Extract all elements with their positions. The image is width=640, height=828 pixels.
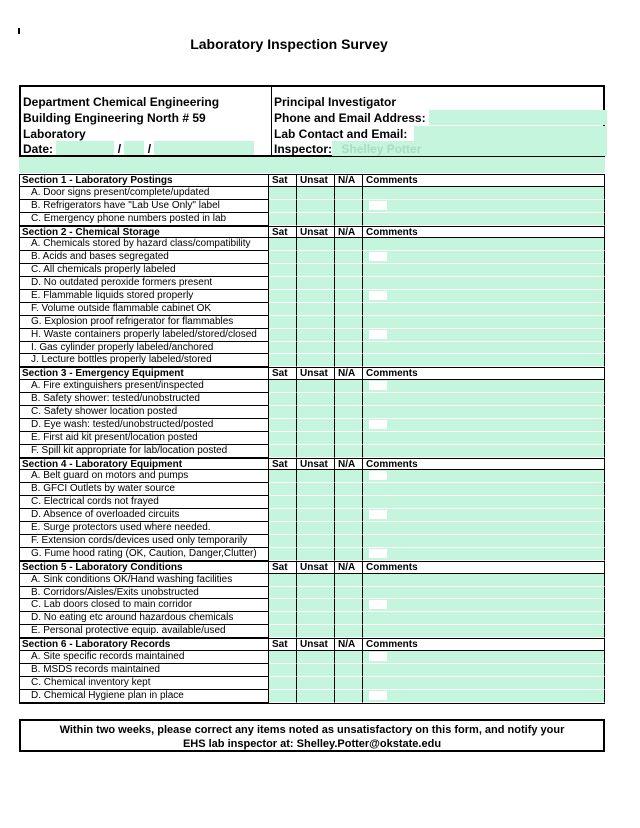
na-cell[interactable] xyxy=(335,393,363,406)
na-cell[interactable] xyxy=(335,445,363,458)
column-sat-header: Sat xyxy=(269,458,297,471)
phone-email-row xyxy=(274,110,603,126)
corner-mark xyxy=(18,28,20,34)
checklist-item xyxy=(19,200,605,213)
item-label: C. Electrical cords not frayed xyxy=(19,496,269,509)
na-cell[interactable] xyxy=(335,290,363,303)
item-label: F. Spill kit appropriate for lab/location posted xyxy=(19,445,269,458)
item-label: A. Belt guard on motors and pumps xyxy=(19,470,269,483)
checklist-item xyxy=(19,612,605,625)
section-header xyxy=(19,367,605,380)
unsat-cell[interactable] xyxy=(297,316,335,329)
unsat-cell[interactable] xyxy=(297,445,335,458)
sat-cell[interactable] xyxy=(269,380,297,393)
na-cell[interactable] xyxy=(335,354,363,367)
na-cell[interactable] xyxy=(335,200,363,213)
checklist-item xyxy=(19,238,605,251)
sat-cell[interactable] xyxy=(269,612,297,625)
comment-gap xyxy=(369,330,387,339)
column-comments-header: Comments xyxy=(363,226,605,239)
checklist-item xyxy=(19,470,605,483)
comment-gap xyxy=(369,510,387,519)
laboratory-label: Laboratory xyxy=(23,127,86,141)
checklist-item xyxy=(19,303,605,316)
sat-cell[interactable] xyxy=(269,496,297,509)
column-sat-header: Sat xyxy=(269,174,297,187)
checklist-item xyxy=(19,406,605,419)
sat-cell[interactable] xyxy=(269,664,297,677)
sat-cell[interactable] xyxy=(269,599,297,612)
item-label: D. No eating etc around hazardous chemicals xyxy=(19,612,269,625)
na-cell[interactable] xyxy=(335,432,363,445)
comments-cell[interactable] xyxy=(363,303,605,316)
item-label: B. MSDS records maintained xyxy=(19,664,269,677)
comment-gap xyxy=(369,471,387,480)
sat-cell[interactable] xyxy=(269,548,297,561)
section-header xyxy=(19,561,605,574)
checklist-item xyxy=(19,251,605,264)
phone-email-field[interactable] xyxy=(429,110,607,125)
sat-cell[interactable] xyxy=(269,535,297,548)
column-unsat-header: Unsat xyxy=(297,367,335,380)
comments-cell[interactable] xyxy=(363,509,605,522)
sat-cell[interactable] xyxy=(269,483,297,496)
sat-cell[interactable] xyxy=(269,354,297,367)
column-unsat-header: Unsat xyxy=(297,458,335,471)
na-cell[interactable] xyxy=(335,509,363,522)
na-cell[interactable] xyxy=(335,419,363,432)
column-comments-header: Comments xyxy=(363,367,605,380)
item-label: A. Chemicals stored by hazard class/compatibility xyxy=(19,238,269,251)
unsat-cell[interactable] xyxy=(297,277,335,290)
column-na-header: N/A xyxy=(335,458,363,471)
na-cell[interactable] xyxy=(335,187,363,200)
inspection-table xyxy=(19,174,605,704)
sat-cell[interactable] xyxy=(269,470,297,483)
na-cell[interactable] xyxy=(335,574,363,587)
unsat-cell[interactable] xyxy=(297,264,335,277)
item-label: G. Explosion proof refrigerator for flammables xyxy=(19,316,269,329)
checklist-item xyxy=(19,290,605,303)
na-cell[interactable] xyxy=(335,329,363,342)
unsat-cell[interactable] xyxy=(297,509,335,522)
comments-cell[interactable] xyxy=(363,213,605,226)
comments-cell[interactable] xyxy=(363,316,605,329)
phone-email-label: Phone and Email Address: xyxy=(274,111,426,125)
item-label: D. Chemical Hygiene plan in place xyxy=(19,690,269,703)
item-label: I. Gas cylinder properly labeled/anchored xyxy=(19,342,269,355)
item-label: C. Safety shower location posted xyxy=(19,406,269,419)
sat-cell[interactable] xyxy=(269,509,297,522)
item-label: C. Lab doors closed to main corridor xyxy=(19,599,269,612)
na-cell[interactable] xyxy=(335,342,363,355)
unsat-cell[interactable] xyxy=(297,625,335,638)
date-separator: / xyxy=(147,142,152,156)
date-day-field[interactable] xyxy=(124,141,144,155)
checklist-item xyxy=(19,509,605,522)
item-label: D. Eye wash: tested/unobstructed/posted xyxy=(19,419,269,432)
item-label: F. Volume outside flammable cabinet OK xyxy=(19,303,269,316)
sat-cell[interactable] xyxy=(269,342,297,355)
section-title: Section 3 - Emergency Equipment xyxy=(19,367,269,380)
checklist-item xyxy=(19,496,605,509)
comments-cell[interactable] xyxy=(363,599,605,612)
footer-line-1: Within two weeks, please correct any items noted as unsatisfactory on this form, and notify your xyxy=(59,724,565,736)
item-label: C. Chemical inventory kept xyxy=(19,677,269,690)
comments-cell[interactable] xyxy=(363,535,605,548)
checklist-item xyxy=(19,677,605,690)
sat-cell[interactable] xyxy=(269,251,297,264)
na-cell[interactable] xyxy=(335,470,363,483)
column-sat-header: Sat xyxy=(269,226,297,239)
date-month-field[interactable] xyxy=(56,141,114,155)
sat-cell[interactable] xyxy=(269,393,297,406)
unsat-cell[interactable] xyxy=(297,406,335,419)
comments-cell[interactable] xyxy=(363,393,605,406)
checklist-item xyxy=(19,548,605,561)
unsat-cell[interactable] xyxy=(297,200,335,213)
checklist-item xyxy=(19,483,605,496)
unsat-cell[interactable] xyxy=(297,483,335,496)
column-unsat-header: Unsat xyxy=(297,561,335,574)
checklist-item xyxy=(19,664,605,677)
checklist-item xyxy=(19,651,605,664)
unsat-cell[interactable] xyxy=(297,522,335,535)
na-cell[interactable] xyxy=(335,406,363,419)
section-title: Section 6 - Laboratory Records xyxy=(19,638,269,651)
checklist-item xyxy=(19,599,605,612)
unsat-cell[interactable] xyxy=(297,187,335,200)
na-cell[interactable] xyxy=(335,496,363,509)
section-title: Section 5 - Laboratory Conditions xyxy=(19,561,269,574)
na-cell[interactable] xyxy=(335,677,363,690)
section-header xyxy=(19,174,605,187)
checklist-item xyxy=(19,354,605,367)
comments-cell[interactable] xyxy=(363,290,605,303)
lab-contact-label: Lab Contact and Email: xyxy=(274,127,408,141)
checklist-item xyxy=(19,264,605,277)
comments-cell[interactable] xyxy=(363,342,605,355)
inspector-value: Shelley Potter xyxy=(341,142,422,156)
comments-cell[interactable] xyxy=(363,496,605,509)
na-cell[interactable] xyxy=(335,651,363,664)
item-label: E. First aid kit present/location posted xyxy=(19,432,269,445)
unsat-cell[interactable] xyxy=(297,432,335,445)
lab-contact-row xyxy=(274,126,603,142)
unsat-cell[interactable] xyxy=(297,290,335,303)
date-year-field[interactable] xyxy=(154,141,254,155)
date-label: Date: xyxy=(23,142,54,156)
section-title: Section 2 - Chemical Storage xyxy=(19,226,269,239)
item-label: J. Lecture bottles properly labeled/stored xyxy=(19,354,269,367)
sat-cell[interactable] xyxy=(269,316,297,329)
checklist-item xyxy=(19,690,605,703)
column-sat-header: Sat xyxy=(269,561,297,574)
item-label: C. All chemicals properly labeled xyxy=(19,264,269,277)
unsat-cell[interactable] xyxy=(297,213,335,226)
comments-cell[interactable] xyxy=(363,432,605,445)
sat-cell[interactable] xyxy=(269,277,297,290)
unsat-cell[interactable] xyxy=(297,251,335,264)
na-cell[interactable] xyxy=(335,238,363,251)
item-label: B. Corridors/Aisles/Exits unobstructed xyxy=(19,587,269,600)
na-cell[interactable] xyxy=(335,522,363,535)
checklist-item xyxy=(19,445,605,458)
unsat-cell[interactable] xyxy=(297,535,335,548)
comments-cell[interactable] xyxy=(363,264,605,277)
na-cell[interactable] xyxy=(335,277,363,290)
comment-gap xyxy=(369,549,387,558)
date-separator: / xyxy=(117,142,122,156)
comments-cell[interactable] xyxy=(363,187,605,200)
unsat-cell[interactable] xyxy=(297,470,335,483)
sat-cell[interactable] xyxy=(269,406,297,419)
item-label: E. Personal protective equip. available/used xyxy=(19,625,269,638)
comment-gap xyxy=(369,652,387,661)
na-cell[interactable] xyxy=(335,548,363,561)
na-cell[interactable] xyxy=(335,599,363,612)
info-block xyxy=(19,85,605,157)
sat-cell[interactable] xyxy=(269,290,297,303)
sat-cell[interactable] xyxy=(269,587,297,600)
column-na-header: N/A xyxy=(335,638,363,651)
checklist-item xyxy=(19,587,605,600)
comment-gap xyxy=(369,252,387,261)
comments-cell[interactable] xyxy=(363,548,605,561)
unsat-cell[interactable] xyxy=(297,574,335,587)
comment-gap xyxy=(369,381,387,390)
date-row xyxy=(23,141,269,157)
unsat-cell[interactable] xyxy=(297,664,335,677)
sat-cell[interactable] xyxy=(269,213,297,226)
item-label: G. Fume hood rating (OK, Caution, Danger,Clutter) xyxy=(19,548,269,561)
checklist-item xyxy=(19,393,605,406)
item-label: A. Site specific records maintained xyxy=(19,651,269,664)
unsat-cell[interactable] xyxy=(297,587,335,600)
na-cell[interactable] xyxy=(335,535,363,548)
unsat-cell[interactable] xyxy=(297,651,335,664)
column-na-header: N/A xyxy=(335,226,363,239)
sat-cell[interactable] xyxy=(269,303,297,316)
comments-cell[interactable] xyxy=(363,690,605,703)
comments-cell[interactable] xyxy=(363,380,605,393)
comments-cell[interactable] xyxy=(363,664,605,677)
inspector-row xyxy=(274,141,603,157)
sat-cell[interactable] xyxy=(269,432,297,445)
unsat-cell[interactable] xyxy=(297,599,335,612)
checklist-item xyxy=(19,187,605,200)
item-label: D. Absence of overloaded circuits xyxy=(19,509,269,522)
item-label: E. Flammable liquids stored properly xyxy=(19,290,269,303)
section-header xyxy=(19,226,605,239)
comment-gap xyxy=(369,420,387,429)
sat-cell[interactable] xyxy=(269,625,297,638)
comments-cell[interactable] xyxy=(363,354,605,367)
item-label: A. Fire extinguishers present/inspected xyxy=(19,380,269,393)
column-na-header: N/A xyxy=(335,174,363,187)
comments-cell[interactable] xyxy=(363,612,605,625)
comment-gap xyxy=(369,691,387,700)
comments-cell[interactable] xyxy=(363,445,605,458)
page-title: Laboratory Inspection Survey xyxy=(190,36,388,52)
item-label: H. Waste containers properly labeled/stored/closed xyxy=(19,329,269,342)
na-cell[interactable] xyxy=(335,483,363,496)
checklist-item xyxy=(19,342,605,355)
comments-cell[interactable] xyxy=(363,238,605,251)
item-label: A. Sink conditions OK/Hand washing facilities xyxy=(19,574,269,587)
comments-cell[interactable] xyxy=(363,483,605,496)
item-label: C. Emergency phone numbers posted in lab xyxy=(19,213,269,226)
unsat-cell[interactable] xyxy=(297,393,335,406)
sat-cell[interactable] xyxy=(269,200,297,213)
item-label: B. GFCI Outlets by water source xyxy=(19,483,269,496)
item-label: B. Acids and bases segregated xyxy=(19,251,269,264)
unsat-cell[interactable] xyxy=(297,548,335,561)
na-cell[interactable] xyxy=(335,664,363,677)
department-label: Department Chemical Engineering xyxy=(23,95,220,109)
na-cell[interactable] xyxy=(335,587,363,600)
comments-cell[interactable] xyxy=(363,651,605,664)
na-cell[interactable] xyxy=(335,251,363,264)
checklist-item xyxy=(19,213,605,226)
sat-cell[interactable] xyxy=(269,651,297,664)
checklist-item xyxy=(19,574,605,587)
unsat-cell[interactable] xyxy=(297,342,335,355)
comments-cell[interactable] xyxy=(363,587,605,600)
item-label: A. Door signs present/complete/updated xyxy=(19,187,269,200)
comment-gap xyxy=(369,201,387,210)
unsat-cell[interactable] xyxy=(297,496,335,509)
sat-cell[interactable] xyxy=(269,187,297,200)
item-label: B. Refrigerators have "Lab Use Only" label xyxy=(19,200,269,213)
checklist-item xyxy=(19,329,605,342)
item-label: E. Surge protectors used where needed. xyxy=(19,522,269,535)
sat-cell[interactable] xyxy=(269,329,297,342)
checklist-item xyxy=(19,522,605,535)
unsat-cell[interactable] xyxy=(297,677,335,690)
comments-cell[interactable] xyxy=(363,677,605,690)
section-title: Section 4 - Laboratory Equipment xyxy=(19,458,269,471)
unsat-cell[interactable] xyxy=(297,380,335,393)
pi-label: Principal Investigator xyxy=(274,95,397,109)
comments-cell[interactable] xyxy=(363,625,605,638)
column-unsat-header: Unsat xyxy=(297,174,335,187)
item-label: F. Extension cords/devices used only temporarily xyxy=(19,535,269,548)
inspector-label: Inspector: xyxy=(274,142,333,156)
sat-cell[interactable] xyxy=(269,690,297,703)
comment-gap xyxy=(369,600,387,609)
comments-cell[interactable] xyxy=(363,277,605,290)
info-divider xyxy=(271,87,272,155)
footer-notice xyxy=(19,719,605,752)
sat-cell[interactable] xyxy=(269,574,297,587)
item-label: B. Safety shower: tested/unobstructed xyxy=(19,393,269,406)
checklist-item xyxy=(19,432,605,445)
unsat-cell[interactable] xyxy=(297,238,335,251)
comments-cell[interactable] xyxy=(363,470,605,483)
comments-cell[interactable] xyxy=(363,522,605,535)
na-cell[interactable] xyxy=(335,625,363,638)
na-cell[interactable] xyxy=(335,690,363,703)
comments-cell[interactable] xyxy=(363,419,605,432)
column-sat-header: Sat xyxy=(269,367,297,380)
unsat-cell[interactable] xyxy=(297,419,335,432)
checklist-item xyxy=(19,380,605,393)
unsat-cell[interactable] xyxy=(297,303,335,316)
column-comments-header: Comments xyxy=(363,561,605,574)
unsat-cell[interactable] xyxy=(297,329,335,342)
na-cell[interactable] xyxy=(335,264,363,277)
unsat-cell[interactable] xyxy=(297,612,335,625)
column-comments-header: Comments xyxy=(363,458,605,471)
lab-contact-field[interactable] xyxy=(414,126,607,141)
footer-line-2: EHS lab inspector at: Shelley.Potter@okstate.edu xyxy=(182,738,442,750)
column-sat-header: Sat xyxy=(269,638,297,651)
comment-gap xyxy=(369,291,387,300)
item-label: D. No outdated peroxide formers present xyxy=(19,277,269,290)
sat-cell[interactable] xyxy=(269,264,297,277)
column-unsat-header: Unsat xyxy=(297,638,335,651)
column-comments-header: Comments xyxy=(363,174,605,187)
column-comments-header: Comments xyxy=(363,638,605,651)
unsat-cell[interactable] xyxy=(297,354,335,367)
checklist-item xyxy=(19,419,605,432)
checklist-item xyxy=(19,316,605,329)
checklist-item xyxy=(19,535,605,548)
spacer-bar xyxy=(19,157,605,173)
comments-cell[interactable] xyxy=(363,574,605,587)
na-cell[interactable] xyxy=(335,380,363,393)
section-title: Section 1 - Laboratory Postings xyxy=(19,174,269,187)
section-header xyxy=(19,458,605,471)
na-cell[interactable] xyxy=(335,213,363,226)
comments-cell[interactable] xyxy=(363,200,605,213)
sat-cell[interactable] xyxy=(269,445,297,458)
checklist-item xyxy=(19,625,605,638)
unsat-cell[interactable] xyxy=(297,690,335,703)
comments-cell[interactable] xyxy=(363,329,605,342)
sat-cell[interactable] xyxy=(269,238,297,251)
column-unsat-header: Unsat xyxy=(297,226,335,239)
section-header xyxy=(19,638,605,651)
na-cell[interactable] xyxy=(335,303,363,316)
na-cell[interactable] xyxy=(335,316,363,329)
comments-cell[interactable] xyxy=(363,406,605,419)
sat-cell[interactable] xyxy=(269,419,297,432)
sat-cell[interactable] xyxy=(269,522,297,535)
checklist-item xyxy=(19,277,605,290)
sat-cell[interactable] xyxy=(269,677,297,690)
building-label: Building Engineering North # 59 xyxy=(23,111,206,125)
column-na-header: N/A xyxy=(335,561,363,574)
comments-cell[interactable] xyxy=(363,251,605,264)
na-cell[interactable] xyxy=(335,612,363,625)
column-na-header: N/A xyxy=(335,367,363,380)
